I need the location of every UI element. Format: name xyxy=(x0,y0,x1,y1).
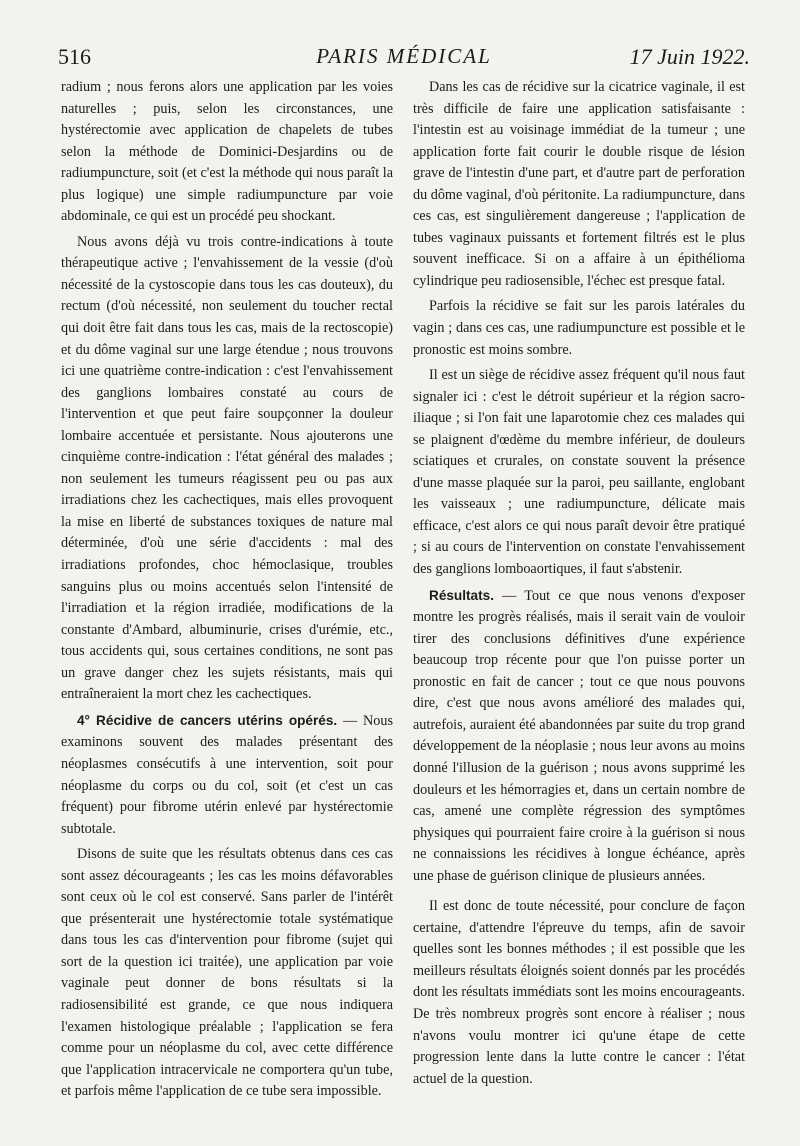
journal-title: PARIS MÉDICAL xyxy=(316,44,492,68)
paragraph-detroit-superieur: Il est un siège de récidive assez fréquent qu'il nous faut signaler ici : c'est le détroit supérieur et la région sacro-iliaque ; si l'on fait une laparotomie chez ces malades qui se plaignent d'œdème du membre inférieur, de douleurs sciatiques et crurales, on constate souvent la présence d'une masse plaquée sur la paroi, peu saillante, englobant les vaisseaux ; une radiumpuncture, délicate mais efficace, c'est alors ce qui nous paraît devoir être pratiqué ; si au cours de l'intervention on constate l'envahissement des ganglions lomboaortiques, il faut s'abstenir. xyxy=(413,367,745,578)
paragraph-resultats-decourageants: Disons de suite que les résultats obtenus dans ces cas sont assez décourageants ; les cas les moins défavorables sont ceux où le col est conservé. Sans parler de l'intérêt que présenterait une hystérectomie totale systématique dans tous les cas d'intervention pour fibrome (sujet qui sort de la question ici traitée), une application par voie vaginale peut donner de bons résultats si la radiosensibilité est grande, ce que nous indiquera l'examen histologique préalable ; l'application se fera comme pour un néoplasme du col, avec cette différence que l'application intracervicale ne comportera qu'un tube, et parfois même l'application de ce tube sera impossible. xyxy=(61,846,393,1100)
section-recidive-cancers xyxy=(61,710,393,840)
paragraph-recidive-cicatrice: Dans les cas de récidive sur la cicatrice vaginale, il est très difficile de faire une application satisfaisante : l'intestin est au voisinage immédiat de la tumeur ; une application forte fait courir le double risque de lésion grave de l'intestin d'une part, et d'autre part de perforation du dôme vaginal, d'où péritonite. La radiumpuncture, dans ces cas, est singulièrement dangereuse ; l'application de tubes vaginaux puissants et fortement filtrés est le plus souvent inefficace. Si on a affaire à un épithélioma cylindrique peu radiosensible, l'échec est presque fatal. xyxy=(413,79,745,289)
section-heading-recidive: 4° Récidive de cancers utérins opérés. xyxy=(77,712,338,728)
paragraph-conclusion: Il est donc de toute nécessité, pour conclure de façon certaine, d'attendre l'épreuve du temps, afin de savoir quelles sont les bonnes méthodes ; il est possible que les meilleurs résultats éloignés soient donnés par les procédés dont les résultats immédiats sont les moins encourageants. De très nombreux progrès sont encore à réaliser ; nous n'avons voulu montrer ici qu'une étape de cette progression lente dans la lutte contre le cancer : l'état actuel de la question. xyxy=(413,898,745,1087)
page-number: 516 xyxy=(58,44,91,69)
section-resultats xyxy=(413,585,745,888)
issue-date: 17 Juin 1922. xyxy=(629,44,750,69)
running-header xyxy=(58,44,750,70)
left-column xyxy=(61,77,393,1103)
section-resultats-text: — Tout ce que nous venons d'exposer montre les progrès réalisés, mais il serait vain de vouloir tirer des conclusions définitives d'une expérience beaucoup trop récente pour que l'on puisse porter un pronostic en fait de cancer ; tout ce que nous pouvons dire, c'est que nous avons amélioré des malades qui, autrefois, auraient été abandonnées par suite du trop grand développement de la néoplasie ; nous leur avons au moins donné l'illusion de la guérison ; nous avons supprimé les douleurs et les hémorragies et, dans un certain nombre de cas, amené une complète régression des symptômes physiques qui pourraient faire croire à la guérison si nous ne connaissions les récidives à longue échéance, après une phase de guérison clinique de plusieurs années. xyxy=(413,587,745,884)
right-column xyxy=(413,77,745,1090)
paragraph-contre-indications: Nous avons déjà vu trois contre-indications à toute thérapeutique active ; l'envahissement de la vessie (d'où nécessité de la cystoscopie dans tous les cas douteux), du rectum (d'où nécessité, non seulement du toucher rectal qui doit être fait dans tous les cas, mais de la rectoscopie) et du dôme vaginal sur une large étendue ; nous trouvons ici une quatrième contre-indication : c'est l'envahissement des ganglions lombaires constaté au cours de l'intervention et que peut faire soupçonner la douleur lombaire accentuée et persistante. Nous ajouterons une cinquième contre-indication : l'état général des malades ; non seulement les tumeurs réagissent peu ou pas aux irradiations chez les cachectiques, mais elles provoquent la mise en liberté de substances toxiques de nature mal déterminée, d'où une série d'accidents : mal des irradiations profondes, choc hémoclasique, troubles sanguins plus ou moins accentués selon l'intensité de l'irradiation et la région irradiée, modifications de la constante d'Ambard, albuminurie, crises d'urémie, etc., tous accidents qui, sous certaines conditions, ne sont pas un grave danger chez les sujets résistants, mais qui entraîneraient la mort chez les cachectiques. xyxy=(61,233,393,703)
paragraph-parois-laterales: Parfois la récidive se fait sur les parois latérales du vagin ; dans ces cas, une radiumpuncture est possible et le pronostic est moins sombre. xyxy=(413,298,745,358)
section-heading-resultats: Résultats. xyxy=(429,587,494,603)
paragraph-radium-application: radium ; nous ferons alors une application par les voies naturelles ; puis, selon les circonstances, une hystérectomie avec application de chapelets de tubes selon la méthode de Dominici-Desjardins ou de radiumpuncture, soit (et c'est la méthode qui nous paraît la plus logique) une simple radiumpuncture par voie abdominale, ce qui est un procédé peu shockant. xyxy=(61,79,393,225)
section-recidive-text: — Nous examinons souvent des malades présentant des néoplasmes consécutifs à une intervention, soit pour néoplasme du corps ou du col, soit (et c'est un cas fréquent) pour fibrome utérin enlevé par hystérectomie subtotale. xyxy=(61,712,393,837)
